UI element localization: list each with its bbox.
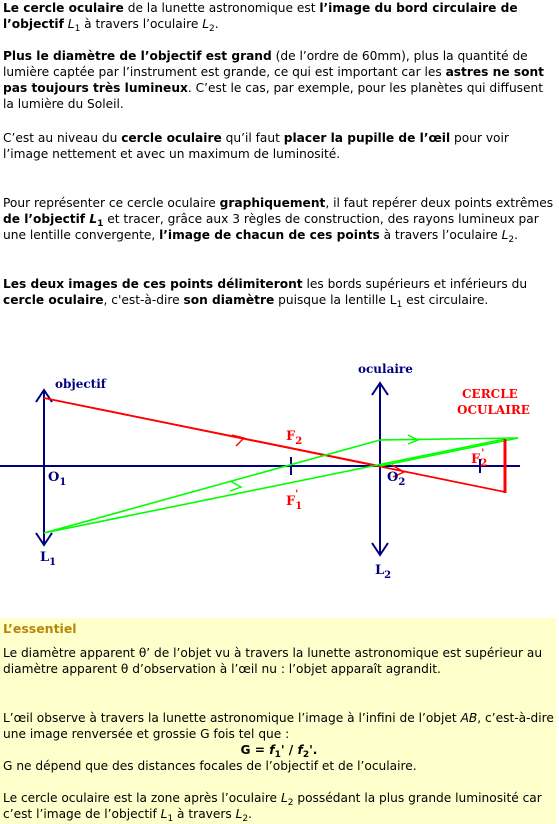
formula-part: G =	[240, 743, 270, 757]
telescope-ray-diagram	[0, 355, 559, 587]
text: et tracer, grâce aux 3 règles de construction, des rayons lumineux par une lentille convergente,	[3, 212, 539, 242]
paragraph-cercle-oculaire	[3, 0, 555, 32]
essential-paragraph-image-infini	[3, 710, 555, 742]
text: . C’est le cas, par exemple, pour les planètes qui diffusent la lumière du Soleil.	[3, 81, 544, 111]
text: à travers	[173, 807, 236, 821]
text: .	[248, 807, 253, 821]
text: .	[214, 17, 219, 31]
essential-paragraph-cercle	[3, 790, 555, 822]
text-italic: L	[280, 791, 288, 805]
label-objectif: objectif	[55, 377, 106, 391]
green-ray-after-l2	[380, 438, 518, 440]
text: à travers l’oculaire	[80, 17, 203, 31]
text: , il faut repérer deux points extrêmes	[325, 196, 554, 210]
label-oculaire: oculaire	[358, 362, 413, 376]
green-ray-center	[380, 438, 518, 466]
text: Pour représenter ce cercle oculaire	[3, 196, 220, 210]
text-strong: de l’objectif	[3, 212, 90, 226]
essential-title: L’essentiel	[3, 621, 77, 636]
text-strong: graphiquement	[219, 196, 326, 210]
subscript: 2	[302, 750, 310, 760]
text-strong: cercle oculaire	[121, 131, 222, 145]
text: C’est au niveau du	[3, 131, 122, 145]
label-cercle: CERCLE	[462, 387, 518, 401]
label-f2-prime: $F_2'$	[471, 448, 488, 469]
formula-part: '.	[309, 743, 318, 757]
subscript: 1	[167, 814, 174, 824]
subscript: 1	[97, 219, 104, 229]
label-o2: $O_2$	[387, 470, 406, 488]
green-ray-bottom-to-l2	[44, 440, 380, 533]
label-o1: $O_1$	[48, 470, 67, 488]
subscript: 2	[209, 24, 215, 34]
text: , c’est-à-dire une image renversée et grossie G fois tel que :	[3, 711, 554, 741]
text: puisque la lentille L	[274, 293, 397, 307]
text: les bords supérieurs et inférieurs du	[302, 277, 528, 291]
text-italic: L	[235, 807, 243, 821]
magnification-formula	[3, 742, 555, 758]
red-ray-extended	[44, 398, 505, 492]
text-italic: L	[202, 17, 210, 31]
text: possédant la plus grande luminosité car c’est l’image de l’objectif	[3, 791, 542, 821]
subscript: 1	[74, 24, 81, 34]
text-strong: l’image du bord circulaire de l’objectif	[3, 1, 518, 31]
essential-paragraph-diametre: Le diamètre apparent θ’ de l’objet vu à travers la lunette astronomique est supérieur au diamètre apparent θ d’observation à l’œil nu : l’objet apparaît agrandit.	[3, 646, 543, 676]
paragraph-graphiquement	[3, 195, 555, 243]
text-strong: Le cercle oculaire	[3, 1, 124, 15]
label-f2: $F_2$	[286, 429, 303, 447]
paragraph-delimiteront	[3, 276, 555, 308]
formula-part: ' /	[280, 743, 298, 757]
text: .	[514, 228, 519, 242]
text: L’œil observe à travers la lunette astronomique l’image à l’infini de l’objet	[3, 711, 461, 725]
text: de la lunette astronomique est	[123, 1, 320, 15]
label-f1-prime: $F_1'$	[286, 489, 303, 512]
green-ray-arrow	[230, 481, 241, 491]
essential-summary-box	[0, 618, 556, 824]
subscript: 2	[508, 235, 515, 245]
subscript: 1	[274, 750, 281, 760]
text-italic: L	[89, 212, 98, 226]
subscript: 1	[396, 300, 403, 310]
label-l1: $L_1$	[40, 550, 57, 568]
text-strong: Les deux images de ces points délimiteront	[3, 277, 303, 291]
text-strong: Plus le diamètre de l’objectif est grand	[3, 49, 272, 63]
green-ray-through-o2	[44, 439, 505, 533]
paragraph-pupille	[3, 130, 555, 162]
text-strong: astres ne sont pas toujours très lumineux	[3, 65, 544, 95]
text-italic: L	[63, 17, 75, 31]
text-strong: son diamètre	[183, 293, 275, 307]
text-strong: cercle oculaire	[3, 293, 104, 307]
text-strong: l’image de chacun de ces points	[159, 228, 380, 242]
label-oculaire-red: OCULAIRE	[457, 403, 530, 417]
text-italic: L	[160, 807, 168, 821]
subscript: 2	[287, 798, 294, 808]
text: est circulaire.	[402, 293, 489, 307]
text: , c'est-à-dire	[103, 293, 184, 307]
formula-f1: f	[269, 743, 275, 757]
text-italic: L	[501, 228, 509, 242]
label-l2: $L_2$	[375, 563, 392, 581]
text-strong: placer la pupille de l’œil	[283, 131, 451, 145]
essential-paragraph-focales: G ne dépend que des distances focales de l’objectif et de l’oculaire.	[3, 759, 417, 773]
paragraph-diametre-objectif	[3, 48, 555, 112]
text: qu’il faut	[221, 131, 284, 145]
text: à travers l’oculaire	[379, 228, 502, 242]
formula-f2: f	[297, 743, 303, 757]
text-italic: AB	[460, 711, 478, 725]
subscript: 2	[242, 814, 249, 824]
text: Le cercle oculaire est la zone après l’oculaire	[3, 791, 281, 805]
text: pour voir l’image nettement et avec un maximum de luminosité.	[3, 131, 509, 161]
text: (de l’ordre de 60mm), plus la quantité de lumière captée par l’instrument est grande, ce qui est important car les	[3, 49, 528, 79]
